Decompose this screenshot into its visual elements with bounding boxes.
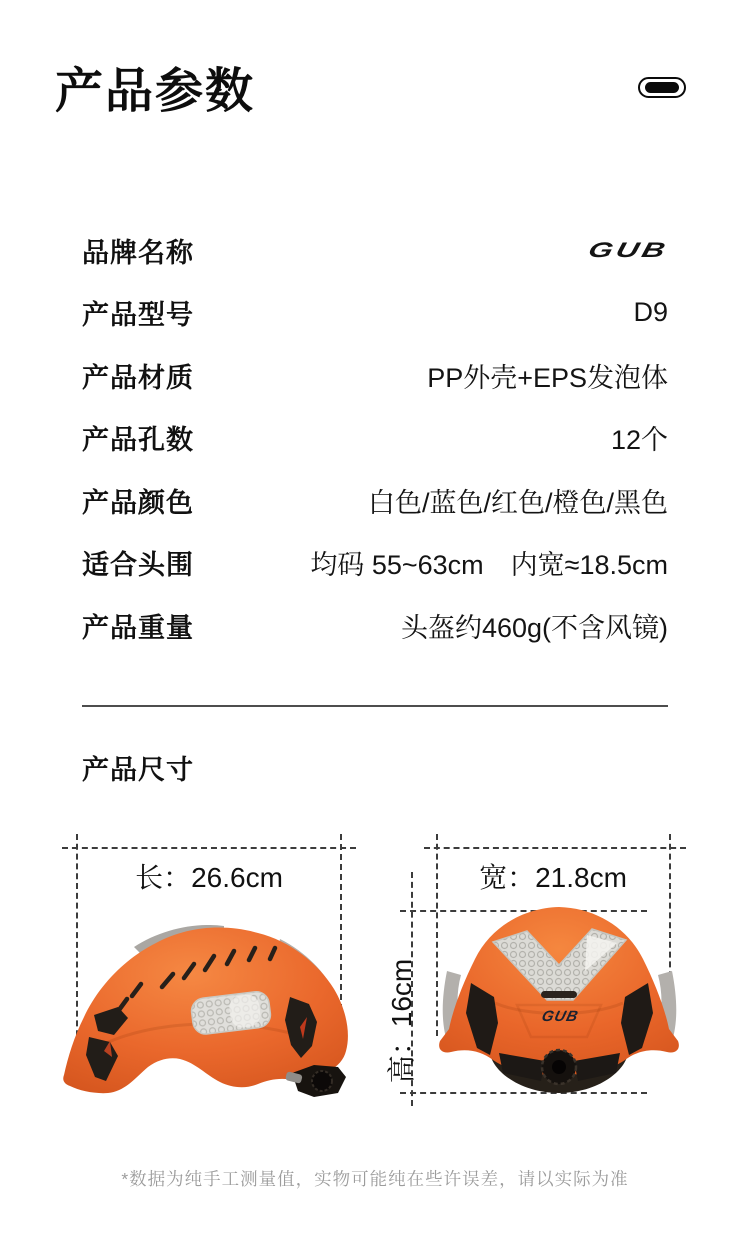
spec-row-material <box>82 344 668 407</box>
spec-label: 产品型号 <box>82 300 194 331</box>
spec-value: 均码 55~63cm 内宽≈18.5cm <box>310 550 668 581</box>
spec-row-weight <box>82 594 668 657</box>
height-dimension-text: 高：16cm <box>386 958 417 1084</box>
spec-label: 适合头围 <box>82 550 194 581</box>
section-divider <box>82 705 668 707</box>
spec-value: 白色/蓝色/红色/橙色/黑色 <box>367 487 668 518</box>
spec-value: PP外壳+EPS发泡体 <box>427 362 668 393</box>
spec-value: 12个 <box>610 425 668 456</box>
spec-row-color <box>82 469 668 532</box>
spec-label: 品牌名称 <box>82 237 194 268</box>
page-title: 产品参数 <box>55 65 256 118</box>
brand-logo: GUB <box>585 238 672 262</box>
width-guide-top <box>424 847 686 849</box>
spec-row-model <box>82 282 668 345</box>
spec-label: 产品重量 <box>82 612 194 643</box>
spec-label: 产品材质 <box>82 362 194 393</box>
spec-row-holes <box>82 407 668 470</box>
spec-label: 产品孔数 <box>82 425 194 456</box>
spec-row-brand <box>82 219 672 282</box>
spec-value: D9 <box>633 297 668 328</box>
pill-icon <box>638 77 686 98</box>
section-title-dimensions: 产品尺寸 <box>82 755 194 785</box>
length-dimension-label: 长：26.6cm <box>135 862 283 893</box>
spec-label: 产品颜色 <box>82 487 194 518</box>
pill-icon-core <box>645 82 679 93</box>
footer-note: *数据为纯手工测量值，实物可能纯在些许误差，请以实际为准 <box>121 1169 629 1189</box>
helmet-back-illustration <box>437 905 682 1100</box>
back-brand-logo: GUB <box>539 1008 581 1025</box>
height-dimension-label <box>380 936 416 1106</box>
width-dimension-label: 宽：21.8cm <box>479 862 627 893</box>
center-slot <box>541 991 577 998</box>
helmet-side-illustration <box>62 925 362 1110</box>
spec-list <box>82 219 672 657</box>
length-guide-top <box>62 847 356 849</box>
spec-row-head-size <box>82 532 668 595</box>
spec-value: 头盔约460g(不含风镜) <box>400 612 668 643</box>
